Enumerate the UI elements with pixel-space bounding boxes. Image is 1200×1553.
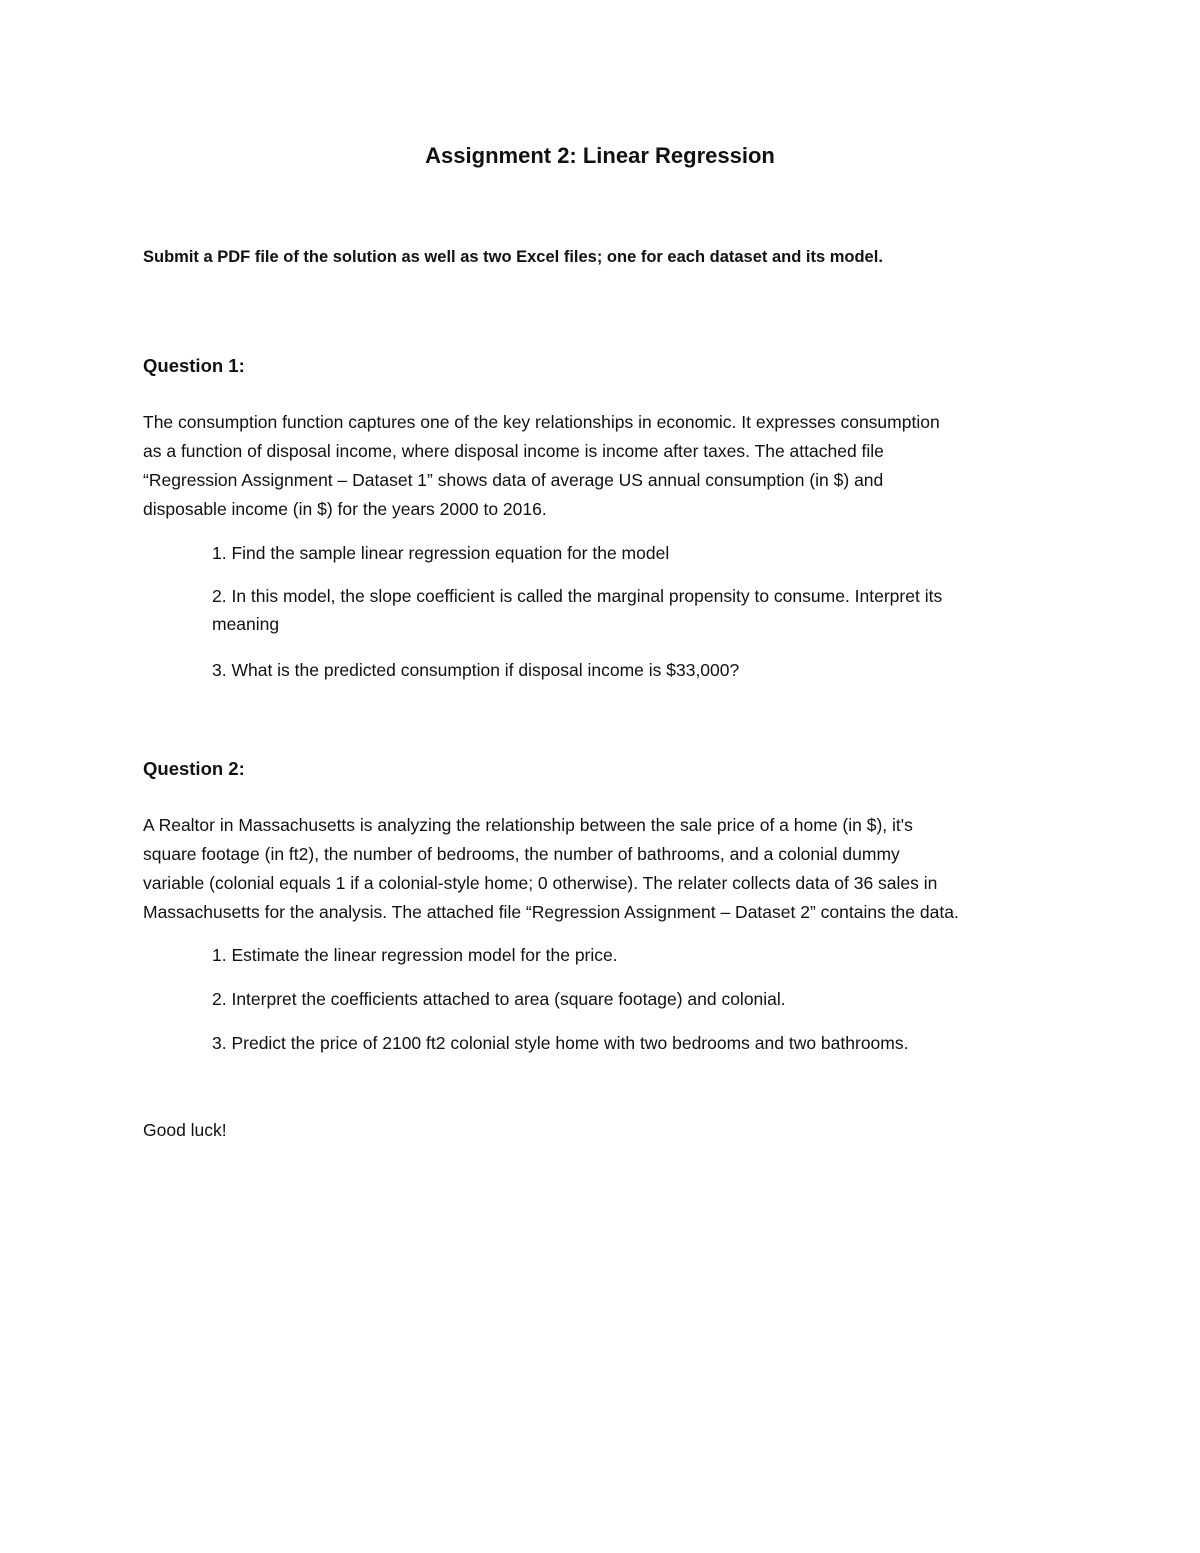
text-line: as a function of disposal income, where disposal income is income after taxes. The attached file <box>143 441 884 461</box>
submission-instructions: Submit a PDF file of the solution as well as two Excel files; one for each dataset and its model. <box>143 248 883 266</box>
question-2-heading: Question 2: <box>143 758 245 779</box>
item-text: 3. Predict the price of 2100 ft2 colonial style home with two bedrooms and two bathrooms. <box>212 1033 909 1053</box>
text-line: A Realtor in Massachusetts is analyzing the relationship between the sale price of a home (in $), it's <box>143 815 913 835</box>
question-1-heading: Question 1: <box>143 355 245 376</box>
item-text: 3. What is the predicted consumption if disposal income is $33,000? <box>212 660 740 680</box>
question-2-item-3 <box>212 1029 1072 1057</box>
item-text: 2. Interpret the coefficients attached to area (square footage) and colonial. <box>212 989 786 1009</box>
text-line: variable (colonial equals 1 if a colonial-style home; 0 otherwise). The relater collects data of 36 sales in <box>143 873 938 893</box>
text-line: disposable income (in $) for the years 2000 to 2016. <box>143 499 547 519</box>
question-1-description <box>143 408 1063 524</box>
item-text: 1. Find the sample linear regression equation for the model <box>212 543 670 563</box>
question-2-item-2 <box>212 985 1072 1013</box>
question-2-description <box>143 811 1063 927</box>
document-title: Assignment 2: Linear Regression <box>425 143 775 168</box>
text-line: Massachusetts for the analysis. The attached file “Regression Assignment – Dataset 2” contains the data. <box>143 902 959 922</box>
closing-remark: Good luck! <box>143 1120 227 1140</box>
item-text: 2. In this model, the slope coefficient is called the marginal propensity to consume. Interpret its <box>212 586 943 606</box>
item-text: 1. Estimate the linear regression model for the price. <box>212 945 618 965</box>
question-1-item-2 <box>212 582 1072 638</box>
question-2-item-1 <box>212 941 1072 969</box>
text-line: The consumption function captures one of the key relationships in economic. It expresses consumption <box>143 412 940 432</box>
item-text: meaning <box>212 614 280 634</box>
question-1-item-1 <box>212 539 1072 567</box>
question-1-item-3 <box>212 656 1072 684</box>
text-line: “Regression Assignment – Dataset 1” shows data of average US annual consumption (in $) and <box>143 470 884 490</box>
text-line: square footage (in ft2), the number of bedrooms, the number of bathrooms, and a colonial dummy <box>143 844 900 864</box>
